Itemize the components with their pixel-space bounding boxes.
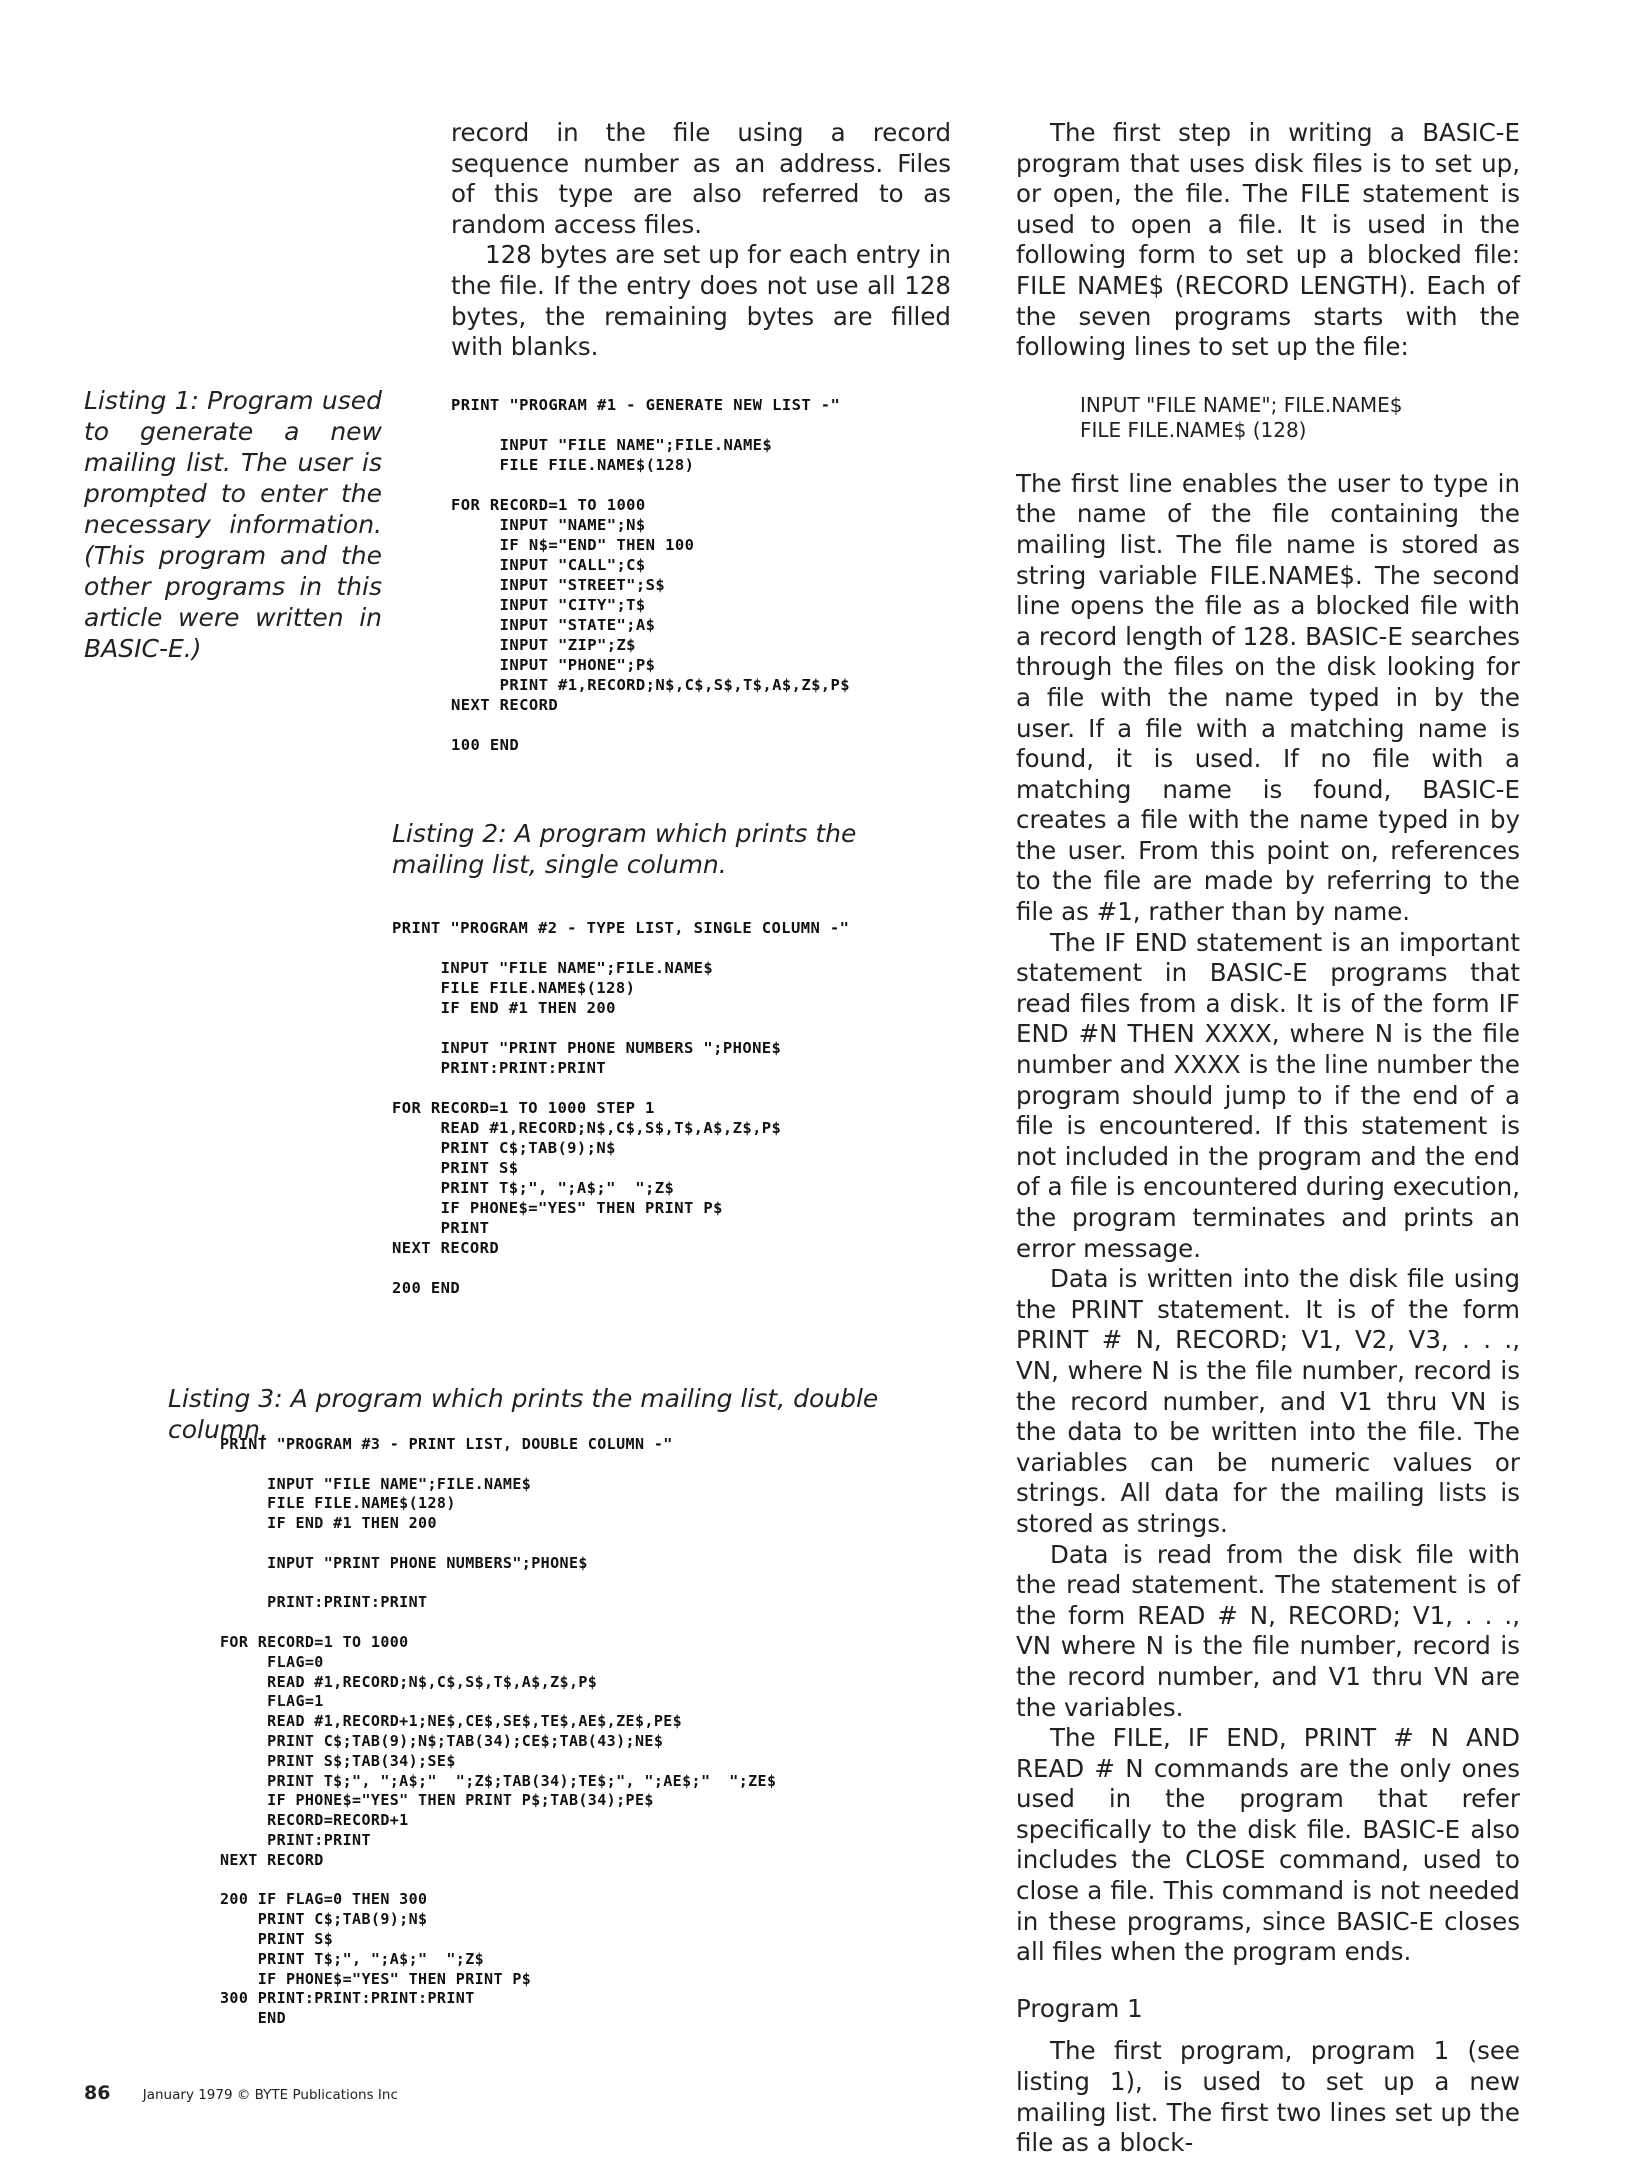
listing-1-caption: Listing 1: Program used to generate a new mailing list. The user is prompted to enter the necessary information. (This program and the other programs in this article were written in BASIC-E.) — [84, 386, 382, 663]
inline-code-block — [1080, 393, 1520, 443]
paragraph: The first line enables the user to type in the name of the file containing the mailing list. The file name is stored as string variable FILE.NAME$. The second line opens the file as a blocked file with a record length of 128. BASIC-E searches through the files on the disk looking for a file with the name typed in by the user. If a file with a matching name is found, it is used. If no file with a matching name is found, BASIC-E creates a file with the name typed in by the user. From this point on, references to the file are made by referring to the file as #1, rather than by name. — [1016, 468, 1520, 927]
listing-2-code: PRINT "PROGRAM #2 - TYPE LIST, SINGLE COLUMN -" INPUT "FILE NAME";FILE.NAME$ FILE FILE.NAME$(128) IF END #1 THEN 200 INPUT "PRINT PHONE NUMBERS ";PHONE$ PRINT:PRINT:PRINT FOR RECORD=1 TO 1000 STEP 1 READ #1,RECORD;N$,C$,S$,T$,A$,Z$,P$ PRINT C$;TAB(9);N$ PRINT S$ PRINT T$;", ";A$;" ";Z$ IF PHONE$="YES" THEN PRINT P$ PRINT NEXT RECORD 200 END — [392, 919, 850, 1297]
issue-credit: January 1979 © BYTE Publications Inc — [142, 2087, 398, 2103]
listing-1-code: PRINT "PROGRAM #1 - GENERATE NEW LIST -" INPUT "FILE NAME";FILE.NAME$ FILE FILE.NAME$(128) FOR RECORD=1 TO 1000 INPUT "NAME";N$ IF N$="END" THEN 100 INPUT "CALL";C$ INPUT "STREET";S$ INPUT "CITY";T$ INPUT "STATE";A$ INPUT "ZIP";Z$ INPUT "PHONE";P$ PRINT #1,RECORD;N$,C$,S$,T$,A$,Z$,P$ NEXT RECORD 100 END — [451, 396, 851, 754]
paragraph: Data is written into the disk file using the PRINT statement. It is of the form PRINT # N, RECORD; V1, V2, V3, . . ., VN, where N is the file number, record is the record number, and V1 thru VN is the data to be written into the file. The variables can be numeric values or strings. All data for the mailing lists is stored as strings. — [1016, 1264, 1520, 1538]
listing-3-code: PRINT "PROGRAM #3 - PRINT LIST, DOUBLE COLUMN -" INPUT "FILE NAME";FILE.NAME$ FILE FILE.NAME$(128) IF END #1 THEN 200 INPUT "PRINT PHONE NUMBERS";PHONE$ PRINT:PRINT:PRINT FOR RECORD=1 TO 1000 FLAG=0 READ #1,RECORD;N$,C$,S$,T$,A$,Z$,P$ FLAG=1 READ #1,RECORD+1;NE$,CE$,SE$,TE$,AE$,ZE$,PE$ PRINT C$;TAB(9);N$;TAB(34);CE$;TAB(43);NE$ PRINT S$;TAB(34);SE$ PRINT T$;", ";A$;" ";Z$;TAB(34);TE$;", ";AE$;" ";ZE$ IF PHONE$="YES" THEN PRINT P$;TAB(34);PE$ RECORD=RECORD+1 PRINT:PRINT NEXT RECORD 200 IF FLAG=0 THEN 300 PRINT C$;TAB(9);N$ PRINT S$ PRINT T$;", ";A$;" ";Z$ IF PHONE$="YES" THEN PRINT P$ 300 PRINT:PRINT:PRINT:PRINT END — [220, 1435, 777, 2028]
listing-2-caption: Listing 2: A program which prints the mailing list, single column. — [392, 819, 857, 879]
paragraph: The first program, program 1 (see listing 1), is used to set up a new mailing list. The first two lines set up the file as a block- — [1016, 2036, 1520, 2158]
page-footer — [84, 2082, 398, 2104]
code-line: FILE FILE.NAME$ (128) — [1080, 417, 1307, 442]
section-heading: Program 1 — [1016, 1993, 1143, 2023]
paragraph: record in the file using a record sequence number as an address. Files of this type are also referred to as random access files. — [451, 118, 951, 239]
paragraph: The FILE, IF END, PRINT # N AND READ # N commands are the only ones used in the program that refer specifically to the disk file. BASIC-E also includes the CLOSE command, used to close a file. This command is not needed in these programs, since BASIC-E closes all files when the program ends. — [1016, 1723, 1520, 1967]
paragraph: 128 bytes are set up for each entry in the file. If the entry does not use all 128 bytes, the remaining bytes are filled with blanks. — [451, 240, 951, 362]
middle-top-text — [451, 118, 951, 363]
paragraph: The IF END statement is an important statement in BASIC-E programs that read files from a disk. It is of the form IF END #N THEN XXXX, where N is the file number and XXXX is the line number the program should jump to if the end of a file is encountered. If this statement is not included in the program and the end of a file is encountered during execution, the program terminates and prints an error message. — [1016, 927, 1520, 1263]
code-line: INPUT "FILE NAME"; FILE.NAME$ — [1080, 392, 1403, 417]
paragraph: The first step in writing a BASIC-E program that uses disk files is to set up, or open, the file. The FILE statement is used to open a file. It is used in the following form to set up a blocked file: FILE NAME$ (RECORD LENGTH). Each of the seven programs starts with the following lines to set up the file: — [1016, 118, 1520, 362]
page-number: 86 — [84, 2082, 111, 2104]
right-column-text — [1016, 118, 1520, 2159]
listing-3-caption: Listing 3: A program which prints the mailing list, double column. — [168, 1384, 879, 1444]
paragraph: Data is read from the disk file with the read statement. The statement is of the form READ # N, RECORD; V1, . . ., VN where N is the file number, record is the record number, and V1 thru VN are the variables. — [1016, 1539, 1520, 1722]
